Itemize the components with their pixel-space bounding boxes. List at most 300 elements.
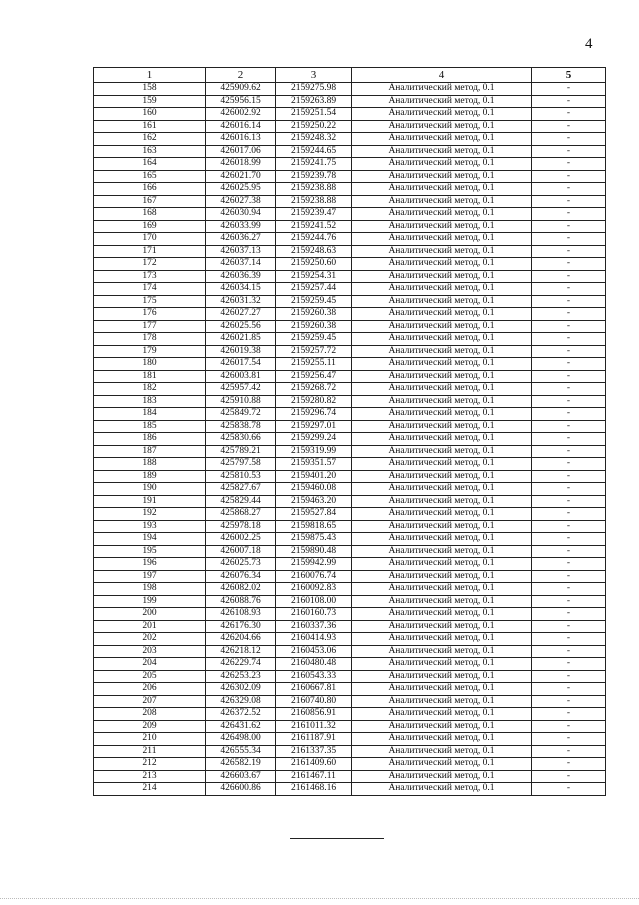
- table-row: [94, 520, 606, 533]
- table-row: [94, 720, 606, 733]
- cell-coord-x: 426582.19: [206, 758, 276, 771]
- table-row: [94, 220, 606, 233]
- cell-coord-y: 2160337.36: [276, 620, 352, 633]
- cell-coord-x: 426019.38: [206, 345, 276, 358]
- table-row: [94, 383, 606, 396]
- table-row: [94, 595, 606, 608]
- cell-coord-x: 426017.06: [206, 145, 276, 158]
- cell-point-number: 177: [94, 320, 206, 333]
- table-row: [94, 395, 606, 408]
- cell-coord-x: 426329.08: [206, 695, 276, 708]
- cell-coord-x: 425830.66: [206, 433, 276, 446]
- cell-point-number: 185: [94, 420, 206, 433]
- table-row: [94, 320, 606, 333]
- cell-coord-y: 2159248.32: [276, 133, 352, 146]
- table-row: [94, 358, 606, 371]
- cell-point-number: 212: [94, 758, 206, 771]
- cell-coord-y: 2159241.52: [276, 220, 352, 233]
- table-row: [94, 458, 606, 471]
- cell-method: Аналитический метод, 0.1: [352, 170, 532, 183]
- cell-coord-x: 426600.86: [206, 783, 276, 796]
- cell-point-number: 201: [94, 620, 206, 633]
- cell-coord-y: 2161011.32: [276, 720, 352, 733]
- cell-coord-x: 425827.67: [206, 483, 276, 496]
- table-row: [94, 683, 606, 696]
- cell-note: -: [532, 220, 606, 233]
- cell-coord-y: 2159260.38: [276, 308, 352, 321]
- header-col-1: 1: [94, 68, 206, 83]
- cell-coord-x: 426431.62: [206, 720, 276, 733]
- cell-coord-y: 2159257.72: [276, 345, 352, 358]
- cell-point-number: 167: [94, 195, 206, 208]
- cell-point-number: 188: [94, 458, 206, 471]
- table-row: [94, 508, 606, 521]
- table-row: [94, 708, 606, 721]
- cell-coord-y: 2159254.31: [276, 270, 352, 283]
- cell-coord-x: 426018.99: [206, 158, 276, 171]
- cell-coord-y: 2160160.73: [276, 608, 352, 621]
- table-row: [94, 420, 606, 433]
- cell-method: Аналитический метод, 0.1: [352, 270, 532, 283]
- cell-method: Аналитический метод, 0.1: [352, 220, 532, 233]
- cell-coord-x: 425978.18: [206, 520, 276, 533]
- cell-coord-x: 426021.85: [206, 333, 276, 346]
- cell-note: -: [532, 308, 606, 321]
- cell-coord-y: 2159463.20: [276, 495, 352, 508]
- cell-point-number: 183: [94, 395, 206, 408]
- table-row: [94, 745, 606, 758]
- cell-note: -: [532, 733, 606, 746]
- table-row: [94, 145, 606, 158]
- cell-coord-x: 426372.52: [206, 708, 276, 721]
- cell-coord-x: 426108.93: [206, 608, 276, 621]
- cell-note: -: [532, 745, 606, 758]
- cell-coord-y: 2160108.00: [276, 595, 352, 608]
- cell-note: -: [532, 283, 606, 296]
- cell-coord-y: 2159401.20: [276, 470, 352, 483]
- cell-method: Аналитический метод, 0.1: [352, 433, 532, 446]
- bottom-scan-edge: [0, 898, 639, 899]
- cell-point-number: 175: [94, 295, 206, 308]
- table-row: [94, 133, 606, 146]
- table-row: [94, 245, 606, 258]
- table-row: [94, 483, 606, 496]
- cell-point-number: 205: [94, 670, 206, 683]
- cell-coord-y: 2159259.45: [276, 295, 352, 308]
- cell-coord-x: 426025.95: [206, 183, 276, 196]
- cell-method: Аналитический метод, 0.1: [352, 483, 532, 496]
- cell-note: -: [532, 133, 606, 146]
- cell-method: Аналитический метод, 0.1: [352, 245, 532, 258]
- cell-coord-y: 2159257.44: [276, 283, 352, 296]
- cell-point-number: 209: [94, 720, 206, 733]
- cell-coord-y: 2160076.74: [276, 570, 352, 583]
- cell-method: Аналитический метод, 0.1: [352, 370, 532, 383]
- cell-point-number: 158: [94, 83, 206, 96]
- cell-coord-y: 2160740.80: [276, 695, 352, 708]
- cell-coord-x: 426030.94: [206, 208, 276, 221]
- cell-note: -: [532, 108, 606, 121]
- header-col-3: 3: [276, 68, 352, 83]
- table-row: [94, 295, 606, 308]
- table-row: [94, 758, 606, 771]
- cell-note: -: [532, 770, 606, 783]
- cell-coord-y: 2161337.35: [276, 745, 352, 758]
- table-row: [94, 470, 606, 483]
- cell-note: -: [532, 695, 606, 708]
- cell-coord-y: 2160667.81: [276, 683, 352, 696]
- cell-note: -: [532, 408, 606, 421]
- cell-point-number: 187: [94, 445, 206, 458]
- table-row: [94, 183, 606, 196]
- cell-coord-x: 426025.56: [206, 320, 276, 333]
- cell-coord-x: 426016.13: [206, 133, 276, 146]
- cell-note: -: [532, 258, 606, 271]
- cell-note: -: [532, 533, 606, 546]
- cell-method: Аналитический метод, 0.1: [352, 595, 532, 608]
- cell-coord-x: 426033.99: [206, 220, 276, 233]
- cell-point-number: 193: [94, 520, 206, 533]
- cell-note: -: [532, 245, 606, 258]
- cell-coord-y: 2159244.65: [276, 145, 352, 158]
- cell-coord-x: 426002.92: [206, 108, 276, 121]
- cell-coord-y: 2159275.98: [276, 83, 352, 96]
- table-row: [94, 445, 606, 458]
- cell-coord-y: 2159296.74: [276, 408, 352, 421]
- cell-coord-x: 426025.73: [206, 558, 276, 571]
- cell-coord-x: 426176.30: [206, 620, 276, 633]
- cell-note: -: [532, 383, 606, 396]
- cell-method: Аналитический метод, 0.1: [352, 758, 532, 771]
- cell-note: -: [532, 508, 606, 521]
- table-row: [94, 570, 606, 583]
- cell-point-number: 199: [94, 595, 206, 608]
- table-row: [94, 408, 606, 421]
- cell-note: -: [532, 370, 606, 383]
- cell-note: -: [532, 633, 606, 646]
- cell-coord-x: 426003.81: [206, 370, 276, 383]
- cell-note: -: [532, 608, 606, 621]
- cell-point-number: 163: [94, 145, 206, 158]
- cell-point-number: 210: [94, 733, 206, 746]
- cell-note: -: [532, 683, 606, 696]
- cell-coord-y: 2160543.33: [276, 670, 352, 683]
- cell-method: Аналитический метод, 0.1: [352, 258, 532, 271]
- header-col-5: 5: [532, 68, 606, 83]
- cell-coord-y: 2161187.91: [276, 733, 352, 746]
- cell-coord-x: 426021.70: [206, 170, 276, 183]
- cell-point-number: 170: [94, 233, 206, 246]
- cell-method: Аналитический метод, 0.1: [352, 783, 532, 796]
- cell-method: Аналитический метод, 0.1: [352, 620, 532, 633]
- table-row: [94, 370, 606, 383]
- cell-point-number: 195: [94, 545, 206, 558]
- cell-coord-y: 2161467.11: [276, 770, 352, 783]
- cell-method: Аналитический метод, 0.1: [352, 708, 532, 721]
- cell-note: -: [532, 708, 606, 721]
- cell-note: -: [532, 358, 606, 371]
- cell-method: Аналитический метод, 0.1: [352, 320, 532, 333]
- cell-coord-y: 2159263.89: [276, 95, 352, 108]
- cell-coord-y: 2160856.91: [276, 708, 352, 721]
- table-row: [94, 333, 606, 346]
- cell-coord-x: 425810.53: [206, 470, 276, 483]
- cell-note: -: [532, 670, 606, 683]
- cell-coord-x: 426016.14: [206, 120, 276, 133]
- cell-point-number: 200: [94, 608, 206, 621]
- cell-method: Аналитический метод, 0.1: [352, 683, 532, 696]
- table-row: [94, 608, 606, 621]
- cell-coord-y: 2160092.83: [276, 583, 352, 596]
- header-col-4: 4: [352, 68, 532, 83]
- cell-method: Аналитический метод, 0.1: [352, 533, 532, 546]
- cell-note: -: [532, 558, 606, 571]
- cell-coord-x: 425868.27: [206, 508, 276, 521]
- cell-point-number: 164: [94, 158, 206, 171]
- cell-coord-y: 2159241.75: [276, 158, 352, 171]
- cell-method: Аналитический метод, 0.1: [352, 145, 532, 158]
- cell-note: -: [532, 483, 606, 496]
- cell-coord-x: 425838.78: [206, 420, 276, 433]
- cell-note: -: [532, 158, 606, 171]
- cell-point-number: 168: [94, 208, 206, 221]
- cell-coord-x: 425789.21: [206, 445, 276, 458]
- cell-note: -: [532, 120, 606, 133]
- cell-method: Аналитический метод, 0.1: [352, 95, 532, 108]
- cell-coord-y: 2159299.24: [276, 433, 352, 446]
- cell-note: -: [532, 345, 606, 358]
- table-row: [94, 258, 606, 271]
- cell-method: Аналитический метод, 0.1: [352, 570, 532, 583]
- cell-coord-y: 2159260.38: [276, 320, 352, 333]
- cell-coord-x: 426253.23: [206, 670, 276, 683]
- cell-coord-y: 2160480.48: [276, 658, 352, 671]
- table-row: [94, 645, 606, 658]
- table-row: [94, 208, 606, 221]
- cell-point-number: 191: [94, 495, 206, 508]
- cell-coord-x: 426002.25: [206, 533, 276, 546]
- table-row: [94, 695, 606, 708]
- cell-point-number: 206: [94, 683, 206, 696]
- cell-method: Аналитический метод, 0.1: [352, 420, 532, 433]
- table-row: [94, 533, 606, 546]
- cell-method: Аналитический метод, 0.1: [352, 583, 532, 596]
- cell-coord-x: 425956.15: [206, 95, 276, 108]
- cell-coord-y: 2159319.99: [276, 445, 352, 458]
- cell-coord-x: 425849.72: [206, 408, 276, 421]
- cell-coord-y: 2159297.01: [276, 420, 352, 433]
- cell-note: -: [532, 83, 606, 96]
- cell-method: Аналитический метод, 0.1: [352, 233, 532, 246]
- cell-method: Аналитический метод, 0.1: [352, 358, 532, 371]
- cell-point-number: 166: [94, 183, 206, 196]
- cell-point-number: 179: [94, 345, 206, 358]
- coordinates-table: [93, 67, 606, 796]
- cell-coord-y: 2160414.93: [276, 633, 352, 646]
- cell-coord-x: 426302.09: [206, 683, 276, 696]
- table-row: [94, 670, 606, 683]
- cell-point-number: 165: [94, 170, 206, 183]
- cell-coord-y: 2159251.54: [276, 108, 352, 121]
- cell-coord-x: 426007.18: [206, 545, 276, 558]
- cell-coord-x: 426027.27: [206, 308, 276, 321]
- table-row: [94, 633, 606, 646]
- cell-note: -: [532, 183, 606, 196]
- table-row: [94, 108, 606, 121]
- table-row: [94, 158, 606, 171]
- cell-coord-y: 2159351.57: [276, 458, 352, 471]
- cell-note: -: [532, 595, 606, 608]
- cell-note: -: [532, 333, 606, 346]
- cell-method: Аналитический метод, 0.1: [352, 208, 532, 221]
- cell-method: Аналитический метод, 0.1: [352, 520, 532, 533]
- cell-method: Аналитический метод, 0.1: [352, 283, 532, 296]
- cell-method: Аналитический метод, 0.1: [352, 645, 532, 658]
- cell-method: Аналитический метод, 0.1: [352, 558, 532, 571]
- cell-method: Аналитический метод, 0.1: [352, 183, 532, 196]
- table-row: [94, 583, 606, 596]
- cell-point-number: 178: [94, 333, 206, 346]
- table-row: [94, 733, 606, 746]
- cell-coord-x: 426037.14: [206, 258, 276, 271]
- table-row: [94, 233, 606, 246]
- table-row: [94, 120, 606, 133]
- cell-coord-y: 2159250.60: [276, 258, 352, 271]
- cell-method: Аналитический метод, 0.1: [352, 495, 532, 508]
- cell-method: Аналитический метод, 0.1: [352, 445, 532, 458]
- cell-coord-x: 425957.42: [206, 383, 276, 396]
- cell-point-number: 196: [94, 558, 206, 571]
- cell-point-number: 184: [94, 408, 206, 421]
- cell-point-number: 208: [94, 708, 206, 721]
- cell-point-number: 182: [94, 383, 206, 396]
- cell-coord-x: 426555.34: [206, 745, 276, 758]
- cell-note: -: [532, 320, 606, 333]
- cell-method: Аналитический метод, 0.1: [352, 695, 532, 708]
- cell-point-number: 160: [94, 108, 206, 121]
- cell-coord-y: 2159256.47: [276, 370, 352, 383]
- cell-note: -: [532, 570, 606, 583]
- cell-method: Аналитический метод, 0.1: [352, 395, 532, 408]
- cell-point-number: 173: [94, 270, 206, 283]
- table-row: [94, 783, 606, 796]
- cell-coord-y: 2159268.72: [276, 383, 352, 396]
- cell-method: Аналитический метод, 0.1: [352, 633, 532, 646]
- cell-note: -: [532, 145, 606, 158]
- cell-coord-x: 426017.54: [206, 358, 276, 371]
- cell-note: -: [532, 758, 606, 771]
- cell-method: Аналитический метод, 0.1: [352, 120, 532, 133]
- cell-point-number: 159: [94, 95, 206, 108]
- cell-note: -: [532, 545, 606, 558]
- cell-point-number: 194: [94, 533, 206, 546]
- cell-point-number: 172: [94, 258, 206, 271]
- table-row: [94, 545, 606, 558]
- table-header-row: [94, 68, 606, 83]
- cell-coord-y: 2159875.43: [276, 533, 352, 546]
- cell-method: Аналитический метод, 0.1: [352, 733, 532, 746]
- cell-coord-y: 2159890.48: [276, 545, 352, 558]
- cell-coord-x: 426036.27: [206, 233, 276, 246]
- cell-point-number: 171: [94, 245, 206, 258]
- table-row: [94, 770, 606, 783]
- cell-point-number: 190: [94, 483, 206, 496]
- cell-note: -: [532, 658, 606, 671]
- cell-point-number: 198: [94, 583, 206, 596]
- cell-point-number: 204: [94, 658, 206, 671]
- table-row: [94, 195, 606, 208]
- cell-method: Аналитический метод, 0.1: [352, 308, 532, 321]
- cell-coord-y: 2159259.45: [276, 333, 352, 346]
- cell-coord-y: 2159255.11: [276, 358, 352, 371]
- cell-coord-y: 2161409.60: [276, 758, 352, 771]
- cell-point-number: 211: [94, 745, 206, 758]
- cell-note: -: [532, 395, 606, 408]
- cell-note: -: [532, 495, 606, 508]
- cell-note: -: [532, 645, 606, 658]
- cell-coord-y: 2159238.88: [276, 195, 352, 208]
- cell-method: Аналитический метод, 0.1: [352, 470, 532, 483]
- cell-method: Аналитический метод, 0.1: [352, 545, 532, 558]
- cell-coord-y: 2159244.76: [276, 233, 352, 246]
- table-row: [94, 658, 606, 671]
- table-row: [94, 495, 606, 508]
- table-row: [94, 95, 606, 108]
- cell-point-number: 181: [94, 370, 206, 383]
- cell-point-number: 189: [94, 470, 206, 483]
- cell-point-number: 203: [94, 645, 206, 658]
- cell-point-number: 169: [94, 220, 206, 233]
- cell-note: -: [532, 295, 606, 308]
- table-row: [94, 270, 606, 283]
- cell-point-number: 214: [94, 783, 206, 796]
- cell-method: Аналитический метод, 0.1: [352, 133, 532, 146]
- cell-note: -: [532, 520, 606, 533]
- cell-point-number: 180: [94, 358, 206, 371]
- cell-note: -: [532, 620, 606, 633]
- cell-point-number: 186: [94, 433, 206, 446]
- cell-note: -: [532, 270, 606, 283]
- footer-divider: [290, 838, 384, 839]
- cell-coord-x: 426603.67: [206, 770, 276, 783]
- table-row: [94, 83, 606, 96]
- cell-method: Аналитический метод, 0.1: [352, 83, 532, 96]
- cell-coord-y: 2159280.82: [276, 395, 352, 408]
- cell-coord-y: 2159238.88: [276, 183, 352, 196]
- header-col-2: 2: [206, 68, 276, 83]
- cell-method: Аналитический метод, 0.1: [352, 658, 532, 671]
- cell-coord-x: 426036.39: [206, 270, 276, 283]
- page-number: 4: [585, 36, 593, 52]
- cell-coord-x: 426498.00: [206, 733, 276, 746]
- cell-method: Аналитический метод, 0.1: [352, 383, 532, 396]
- cell-point-number: 213: [94, 770, 206, 783]
- table-row: [94, 170, 606, 183]
- table-row: [94, 558, 606, 571]
- cell-note: -: [532, 445, 606, 458]
- cell-coord-x: 426082.02: [206, 583, 276, 596]
- cell-method: Аналитический метод, 0.1: [352, 770, 532, 783]
- cell-point-number: 161: [94, 120, 206, 133]
- cell-point-number: 202: [94, 633, 206, 646]
- cell-coord-x: 426088.76: [206, 595, 276, 608]
- cell-note: -: [532, 420, 606, 433]
- cell-coord-y: 2159818.65: [276, 520, 352, 533]
- table-row: [94, 345, 606, 358]
- cell-coord-y: 2159460.08: [276, 483, 352, 496]
- cell-note: -: [532, 433, 606, 446]
- cell-coord-y: 2160453.06: [276, 645, 352, 658]
